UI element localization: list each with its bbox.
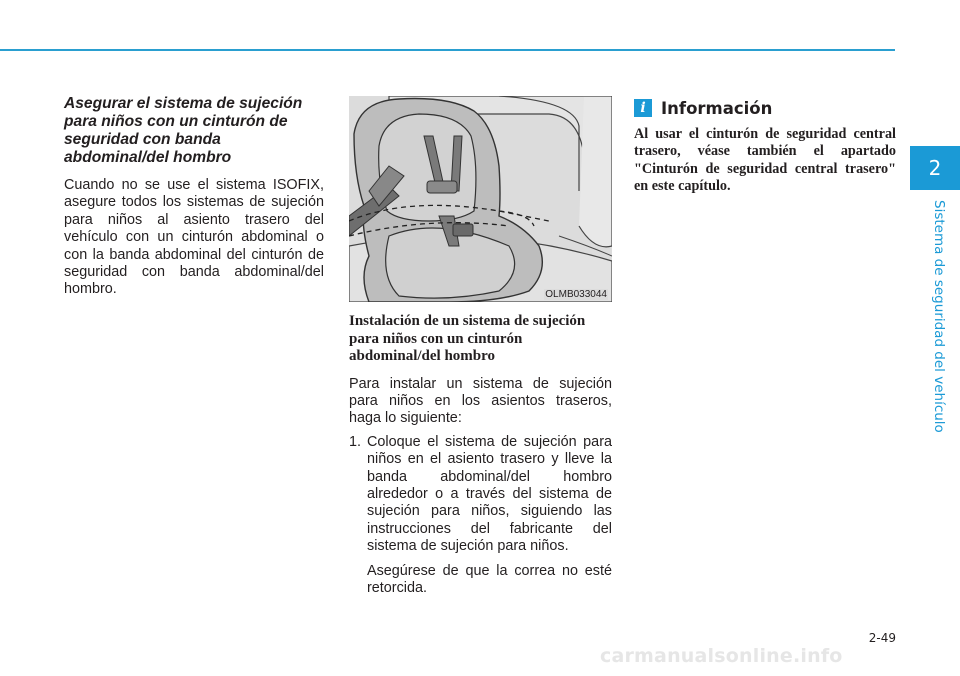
- installation-steps: [349, 434, 612, 598]
- header-rule: [0, 49, 895, 51]
- section-heading: Asegurar el sistema de sujeción para niños con un cinturón de seguridad con banda abdominal/del hombro: [64, 95, 303, 166]
- info-text: Al usar el cinturón de seguridad central trasero, véase también el apartado "Cinturón de seguridad central trasero" en este capítulo.: [634, 126, 896, 195]
- step-text: Coloque el sistema de sujeción para niños en el asiento trasero y lleve la banda abdominal/del hombro alrededor o a través del sistema de sujeción para niños, siguiendo las instrucciones del fabricante del sistema de sujeción para niños.: [367, 433, 612, 555]
- info-title: Información: [661, 98, 773, 118]
- installation-heading: Instalación de un sistema de sujeción para niños con un cinturón abdominal/del hombro: [349, 313, 586, 364]
- chapter-number-tab: 2: [910, 146, 960, 190]
- step-note: Asegúrese de que la correa no esté retorcida.: [367, 562, 612, 596]
- list-item: [349, 434, 612, 598]
- page-number: 2-49: [868, 631, 896, 645]
- info-icon: i: [634, 99, 652, 117]
- child-seat-illustration: [349, 96, 612, 302]
- child-seat-drawing: [349, 96, 612, 302]
- middle-column: [349, 96, 612, 597]
- figure-code: OLMB033044: [545, 289, 607, 300]
- section-body: Cuando no se use el sistema ISOFIX, asegure todos los sistemas de sujeción para niños al asiento trasero del vehículo con un cinturón abdominal o con la banda abdominal del cinturón de seguridad con banda abdominal/del hombro.: [64, 177, 324, 298]
- step-number: 1.: [349, 433, 362, 450]
- installation-intro: Para instalar un sistema de sujeción para niños en los asientos traseros, haga lo siguiente:: [349, 375, 612, 427]
- chapter-title: Sistema de seguridad del vehículo: [931, 200, 947, 433]
- right-column: [634, 96, 896, 196]
- watermark: carmanualsonline.info: [600, 645, 843, 667]
- info-header: [634, 96, 896, 120]
- left-column: [64, 95, 324, 299]
